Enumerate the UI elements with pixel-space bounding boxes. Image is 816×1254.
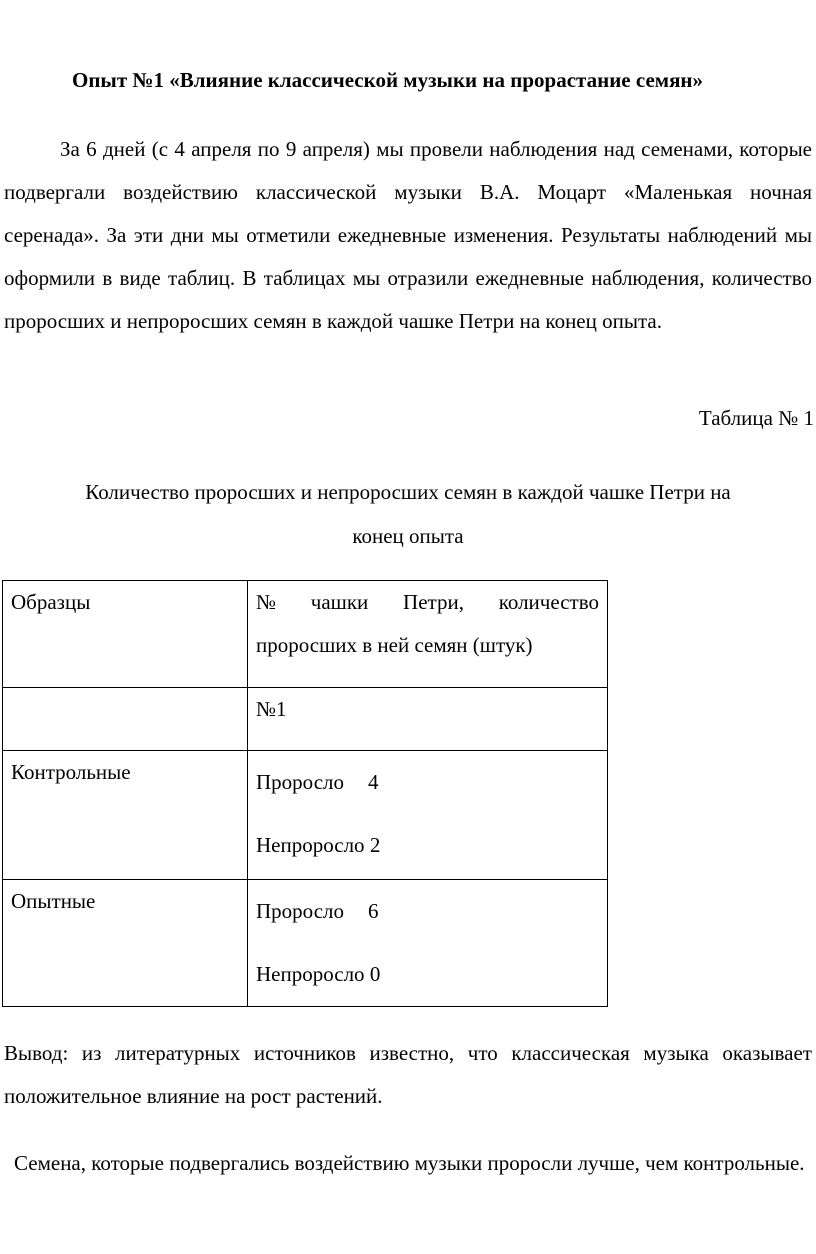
table-row xyxy=(3,880,608,1007)
header-petri-line1 xyxy=(256,581,599,624)
header-petri-line2: проросших в ней семян (штук) xyxy=(256,633,533,657)
conclusion-paragraph: Вывод: из литературных источников известно, что классическая музыка оказывает положительное влияние на рост растений. xyxy=(4,1041,812,1108)
not-sprouted-line xyxy=(256,943,599,1006)
sample-name-cell: Контрольные xyxy=(3,751,248,880)
not-sprouted-label: Непроросло xyxy=(256,962,365,986)
result-cell xyxy=(248,880,608,1007)
header-word: Петри, xyxy=(403,590,464,614)
sprouted-label: Проросло xyxy=(256,770,344,794)
table-header-row xyxy=(3,581,608,688)
table-number: Таблица № 1 xyxy=(698,406,814,430)
results-table xyxy=(2,580,608,1007)
sample-name-cell: Опытные xyxy=(3,880,248,1007)
not-sprouted-line xyxy=(256,814,599,877)
table-row xyxy=(3,751,608,880)
header-samples-cell: Образцы xyxy=(3,581,248,688)
final-paragraph: Семена, которые подвергались воздействию музыки проросли лучше, чем контрольные. xyxy=(14,1151,805,1175)
experiment-title: Опыт №1 «Влияние классической музыки на прорастание семян» xyxy=(72,68,704,92)
header-word: чашки xyxy=(310,590,369,614)
not-sprouted-value: 0 xyxy=(369,962,381,986)
not-sprouted-label: Непроросло xyxy=(256,833,365,857)
table-caption xyxy=(0,470,816,558)
intro-paragraph: За 6 дней (с 4 апреля по 9 апреля) мы провели наблюдения над семенами, которые подвергали воздействию классической музыки В.А. Моцарт «Маленькая ночная серенада». За эти дни мы отметили ежедневные изменения. Результаты наблюдений мы оформили в виде таблиц. В таблицах мы отразили ежедневные наблюдения, количество проросших и непроросших семян в каждой чашке Петри на конец опыта. xyxy=(4,137,812,333)
header-petri-cell xyxy=(248,581,608,688)
header-word: № xyxy=(256,590,277,614)
sprouted-line xyxy=(256,880,599,943)
sprouted-value: 6 xyxy=(368,899,379,923)
subheader-dish-number: №1 xyxy=(248,688,608,751)
table-caption-line1: Количество проросших и непроросших семян в каждой чашке Петри на xyxy=(85,480,731,504)
not-sprouted-value: 2 xyxy=(369,833,381,857)
result-cell xyxy=(248,751,608,880)
sprouted-label: Проросло xyxy=(256,899,344,923)
subheader-empty-cell xyxy=(3,688,248,751)
header-word: количество xyxy=(498,590,599,614)
sprouted-line xyxy=(256,751,599,814)
table-subheader-row xyxy=(3,688,608,751)
table-caption-line2: конец опыта xyxy=(352,524,464,548)
sprouted-value: 4 xyxy=(368,770,379,794)
